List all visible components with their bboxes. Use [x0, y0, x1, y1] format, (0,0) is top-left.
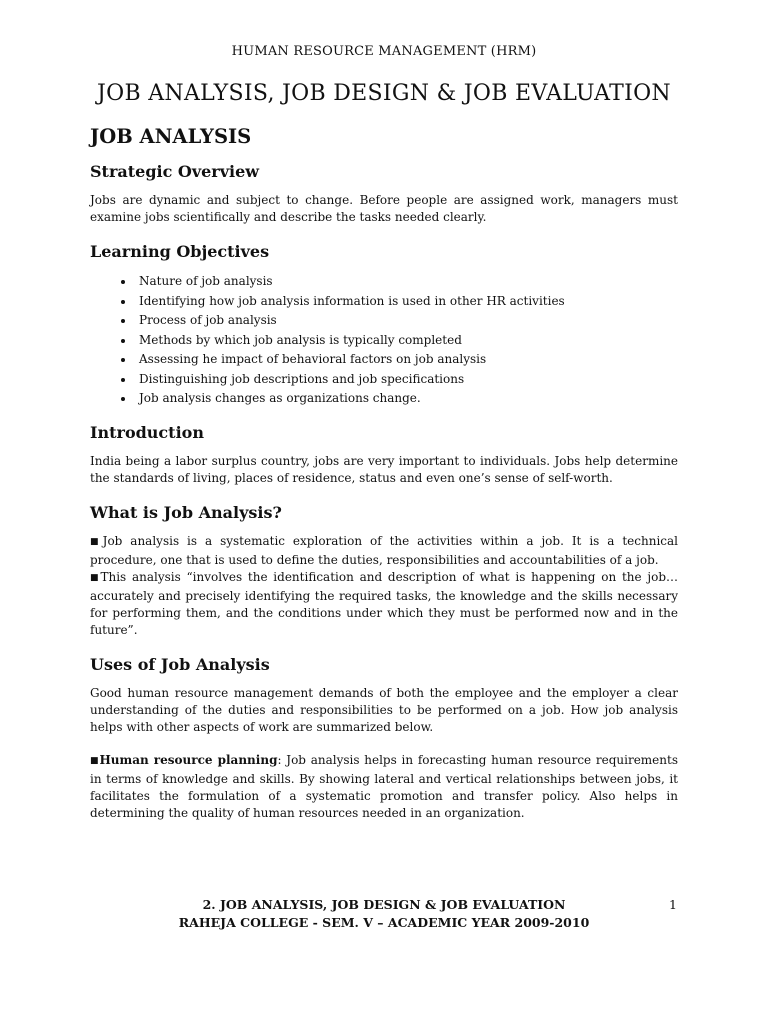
what-is-heading: What is Job Analysis?: [90, 502, 282, 522]
hrp-label: Human resource planning: [99, 752, 278, 767]
footer-chapter: 2. JOB ANALYSIS, JOB DESIGN & JOB EVALUATION: [202, 897, 566, 912]
square-bullet-icon: ■: [90, 755, 100, 766]
list-item: • Process of job analysis: [135, 311, 678, 331]
uses-heading: Uses of Job Analysis: [90, 654, 270, 674]
hrp-text: : Job analysis helps in forecasting human resource requirements in terms of knowledge and skills. By showing lateral and vertical relationships between jobs, it facilitates the formulation of a systematic promotion and transfer policy. Also helps in determining the quality of human resources needed in an organization.: [90, 752, 678, 820]
what-is-text-2: This analysis “involves the identification and description of what is happening on the job… accurately and precisely identifying the required tasks, the knowledge and the skills necessary for performing them, and the conditions under which they must be performed now and in the future”.: [90, 569, 678, 637]
document-body: [90, 125, 678, 822]
document-title: JOB ANALYSIS, JOB DESIGN & JOB EVALUATION: [97, 81, 671, 106]
list-item: • Assessing he impact of behavioral factors on job analysis: [135, 350, 678, 370]
uses-intro: Good human resource management demands of both the employee and the employer a clear understanding of the duties and responsibilities to be performed on a job. How job analysis helps with other aspects of work are summarized below.: [90, 685, 678, 734]
learning-objectives-heading: Learning Objectives: [90, 242, 270, 261]
square-bullet-icon: ■: [90, 572, 101, 583]
section-heading: JOB ANALYSIS: [90, 125, 252, 148]
strategic-overview-text: Jobs are dynamic and subject to change. Before people are assigned work, managers must examine jobs scientifically and describe the tasks needed clearly.: [90, 193, 678, 224]
learning-objectives-list: [90, 272, 678, 409]
introduction-heading: Introduction: [90, 422, 204, 442]
introduction-text: India being a labor surplus country, jobs are very important to individuals. Jobs help determine the standards of living, places of residence, status and even one’s sense of self-worth.: [90, 453, 678, 485]
list-item: • Identifying how job analysis information is used in other HR activities: [135, 292, 678, 312]
document-header: HUMAN RESOURCE MANAGEMENT (HRM): [231, 44, 537, 59]
page-number: 1: [669, 897, 677, 912]
square-bullet-icon: ■: [90, 536, 103, 547]
list-item: • Methods by which job analysis is typically completed: [135, 331, 678, 351]
what-is-paragraph-2: [90, 569, 678, 639]
list-item: • Nature of job analysis: [135, 272, 678, 292]
what-is-text-1: Job analysis is a systematic exploration of the activities within a job. It is a technical procedure, one that is used to define the duties, responsibilities and accountabilities of a job.: [90, 533, 678, 567]
strategic-overview-heading: Strategic Overview: [90, 162, 260, 181]
list-item: • Distinguishing job descriptions and job specifications: [135, 370, 678, 390]
what-is-paragraph-1: [90, 533, 678, 569]
hrp-paragraph: [90, 752, 678, 822]
list-item: • Job analysis changes as organizations change.: [135, 389, 678, 409]
footer-college: RAHEJA COLLEGE - SEM. V – ACADEMIC YEAR 2009-2010: [178, 915, 590, 930]
